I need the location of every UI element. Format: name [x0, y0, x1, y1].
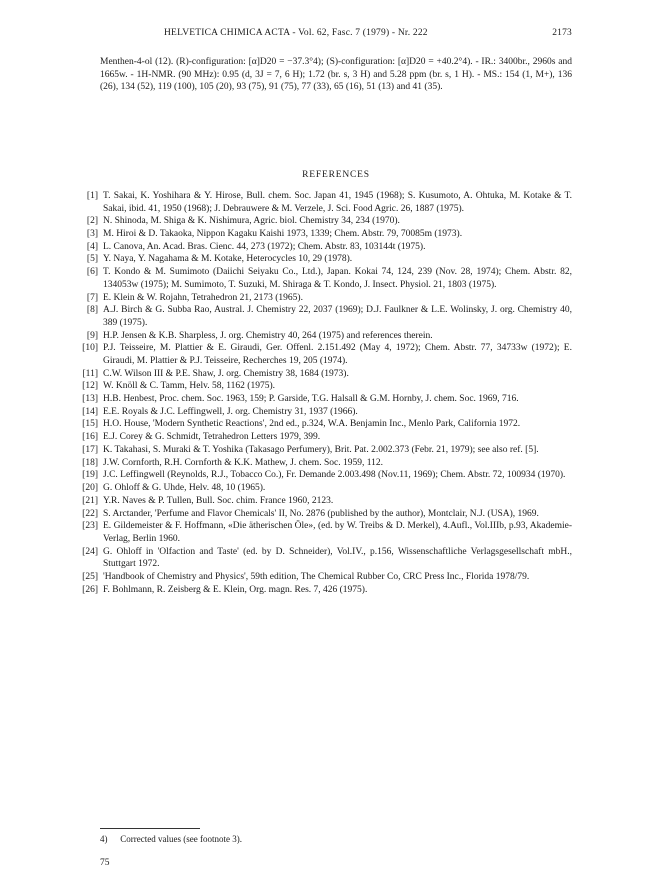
footnote-text: Corrected values (see footnote 3). — [120, 834, 242, 844]
reference-number: [5] — [86, 254, 98, 265]
reference-item — [78, 342, 572, 367]
references-list — [78, 190, 572, 596]
reference-text: Y. Naya, Y. Nagahama & M. Kotake, Heterocycles 10, 29 (1978). — [103, 254, 353, 265]
running-title: HELVETICA CHIMICA ACTA - Vol. 62, Fasc. 7 (1979) - Nr. 222 — [164, 28, 428, 38]
reference-number: [9] — [86, 330, 98, 341]
reference-item — [78, 304, 572, 329]
reference-text: H.P. Jensen & K.B. Sharpless, J. org. Chemistry 40, 264 (1975) and references therein. — [103, 330, 433, 341]
reference-number: [22] — [82, 508, 98, 519]
reference-number: [11] — [82, 368, 98, 379]
reference-item — [78, 431, 572, 444]
reference-text: N. Shinoda, M. Shiga & K. Nishimura, Agric. biol. Chemistry 34, 234 (1970). — [103, 216, 400, 227]
reference-number: [14] — [82, 406, 98, 417]
footnote — [100, 834, 572, 844]
reference-text: J.W. Cornforth, R.H. Cornforth & K.K. Mathew, J. chem. Soc. 1959, 112. — [103, 457, 383, 468]
reference-text: E. Gildemeister & F. Hoffmann, «Die ätherischen Öle», (ed. by W. Treibs & D. Merkel), 4.Aufl., Vol.IIIb, p.93, Akademie-Verlag, Berlin 1960. — [103, 521, 572, 544]
reference-text: E.J. Corey & G. Schmidt, Tetrahedron Letters 1979, 399. — [103, 432, 321, 443]
reference-item — [78, 508, 572, 521]
reference-item — [78, 584, 572, 597]
reference-item — [78, 253, 572, 266]
page-number: 2173 — [552, 28, 572, 38]
reference-item — [78, 330, 572, 343]
references-heading: REFERENCES — [302, 170, 370, 180]
reference-text: W. Knöll & C. Tamm, Helv. 58, 1162 (1975). — [103, 381, 275, 392]
reference-text: Y.R. Naves & P. Tullen, Bull. Soc. chim. France 1960, 2123. — [103, 495, 334, 506]
reference-text: G. Ohloff in 'Olfaction and Taste' (ed. by D. Schneider), Vol.IV., p.156, Wissenschaftliche Verlagsgesellschaft mbH., Stuttgart 1972. — [103, 546, 572, 570]
sheet-number: 75 — [100, 858, 110, 868]
reference-number: [21] — [82, 495, 98, 506]
reference-number: [17] — [82, 444, 98, 455]
reference-item — [78, 546, 572, 571]
reference-number: [2] — [86, 216, 98, 227]
reference-item — [78, 393, 572, 406]
reference-number: [4] — [86, 241, 98, 252]
reference-number: [13] — [82, 394, 98, 404]
experimental-text: Menthen-4-ol (12). (R)-configuration: [α]D20 = −37.3°4); (S)-configuration: [α]D20 = +40.2°4). - IR.: 3400br., 2960s and 1665w. - 1H-NMR. (90 MHz): 0.95 (d, 3J = 7, 6 H); 1.72 (br. s, 3 H) and 5.28 ppm (br. s, 1 H). - MS.: 154 (1, M+), 136 (26), 134 (52), 119 (100), 105 (20), 93 (75), 91 (75), 77 (33), 65 (16), 51 (13) and 41 (35). — [100, 57, 572, 93]
reference-number: [1] — [86, 191, 98, 201]
experimental-paragraph — [100, 56, 572, 94]
reference-number: [26] — [82, 584, 98, 595]
reference-item — [78, 215, 572, 228]
reference-item — [78, 228, 572, 241]
reference-text: L. Canova, An. Acad. Bras. Cienc. 44, 273 (1972); Chem. Abstr. 83, 103144t (1975). — [103, 241, 426, 252]
reference-text: P.J. Teisseire, M. Plattier & E. Giraudi, Ger. Offenl. 2.151.492 (May 4, 1972); Chem. Abstr. 77, 34733w (1972); E. Giraudi, M. Plattier & P.J. Teisseire, Recherches 19, 205 (1974). — [103, 343, 572, 366]
reference-item — [78, 457, 572, 470]
reference-item — [78, 190, 572, 215]
reference-text: J.C. Leffingwell (Reynolds, R.J., Tobacco Co.), Fr. Demande 2.003.498 (Nov.11, 1969); Chem. Abstr. 72, 100934 (1970). — [103, 470, 566, 481]
reference-text: 'Handbook of Chemistry and Physics', 59th edition, The Chemical Rubber Co, CRC Press Inc., Florida 1978/79. — [103, 571, 530, 582]
reference-item — [78, 571, 572, 584]
reference-item — [78, 520, 572, 545]
reference-text: T. Kondo & M. Sumimoto (Daiichi Seiyaku Co., Ltd.), Japan. Kokai 74, 124, 239 (Nov. 28, 1974); Chem. Abstr. 82, 134053w (1975); M. Sumimoto, T. Suzuki, M. Shiraga & T. Kondo, J. Insect. Physiol. 21, 1803 (1975). — [103, 267, 572, 290]
reference-item — [78, 469, 572, 482]
reference-item — [78, 482, 572, 495]
reference-item — [78, 495, 572, 508]
reference-number: [25] — [82, 571, 98, 582]
reference-text: C.W. Wilson III & P.E. Shaw, J. org. Chemistry 38, 1684 (1973). — [103, 368, 349, 379]
reference-text: A.J. Birch & G. Subba Rao, Austral. J. Chemistry 22, 2037 (1969); D.J. Faulkner & L.E. Wolinsky, J. org. Chemistry 40, 389 (1975). — [103, 305, 572, 328]
reference-number: [23] — [82, 521, 98, 532]
reference-number: [19] — [82, 470, 98, 481]
reference-text: H.O. House, 'Modern Synthetic Reactions', 2nd ed., p.324, W.A. Benjamin Inc., Menlo Park, California 1972. — [103, 419, 521, 430]
reference-text: E.E. Royals & J.C. Leffingwell, J. org. Chemistry 31, 1937 (1966). — [103, 406, 358, 417]
reference-number: [7] — [86, 292, 98, 303]
reference-number: [18] — [82, 457, 98, 468]
reference-number: [3] — [86, 229, 98, 240]
reference-number: [24] — [82, 546, 98, 557]
reference-number: [20] — [82, 483, 98, 494]
reference-item — [78, 418, 572, 431]
reference-item — [78, 406, 572, 419]
reference-text: F. Bohlmann, R. Zeisberg & E. Klein, Org. magn. Res. 7, 426 (1975). — [103, 584, 368, 595]
reference-item — [78, 380, 572, 393]
reference-text: M. Hiroi & D. Takaoka, Nippon Kagaku Kaishi 1973, 1339; Chem. Abstr. 79, 70085m (1973). — [103, 229, 463, 240]
reference-number: [16] — [82, 432, 98, 443]
reference-number: [15] — [82, 419, 98, 430]
reference-item — [78, 292, 572, 305]
page-header — [100, 28, 572, 42]
reference-text: T. Sakai, K. Yoshihara & Y. Hirose, Bull. chem. Soc. Japan 41, 1945 (1968); S. Kusumoto, A. Ohtuka, M. Kotake & T. Sakai, ibid. 41, 1950 (1968); J. Debrauwere & M. Verzele, J. Sci. Food Agric. 26, 1887 (1975). — [103, 191, 572, 214]
reference-item — [78, 444, 572, 457]
reference-number: [10] — [82, 343, 98, 354]
reference-number: [6] — [86, 267, 98, 278]
reference-item — [78, 266, 572, 291]
reference-item — [78, 241, 572, 254]
reference-number: [8] — [86, 305, 98, 316]
footnote-mark: 4) — [100, 834, 108, 844]
reference-item — [78, 368, 572, 381]
reference-number: [12] — [82, 381, 98, 392]
reference-text: K. Takahasi, S. Muraki & T. Yoshika (Takasago Perfumery), Brit. Pat. 2.002.373 (Febr. 21, 1979); see also ref. [5]. — [103, 444, 539, 455]
footnote-divider — [100, 828, 200, 829]
reference-text: S. Arctander, 'Perfume and Flavor Chemicals' II, No. 2876 (published by the author), Montclair, N.J. (USA), 1969. — [103, 508, 539, 519]
reference-text: G. Ohloff & G. Uhde, Helv. 48, 10 (1965). — [103, 483, 266, 494]
reference-text: H.B. Henbest, Proc. chem. Soc. 1963, 159; P. Garside, T.G. Halsall & G.M. Hornby, J. chem. Soc. 1969, 716. — [103, 394, 519, 404]
reference-text: E. Klein & W. Rojahn, Tetrahedron 21, 2173 (1965). — [103, 292, 303, 303]
